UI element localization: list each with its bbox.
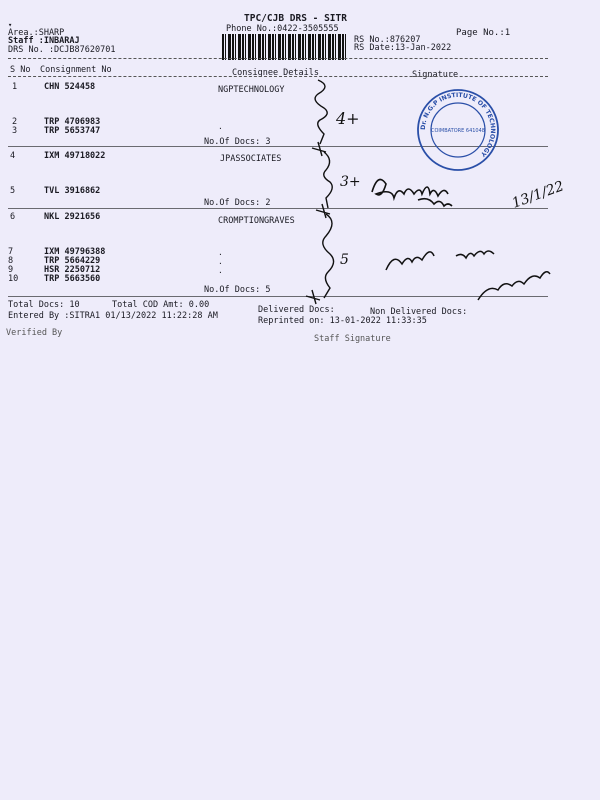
page-number: Page No.:1 — [456, 28, 511, 38]
report-title: TPC/CJB DRS - SITR — [244, 13, 347, 24]
row-sno: 6 — [10, 212, 16, 222]
tick-mark — [306, 290, 320, 304]
stamp-ring-text: Dr. N.G.P INSTITUTE OF TECHNOLOGY — [419, 91, 497, 158]
staff-signature: Staff Signature — [314, 334, 391, 344]
row-consignment: IXM 49796388 — [44, 247, 106, 257]
stamp-center-text: COIMBATORE 641048 — [431, 128, 485, 134]
docs-count: No.Of Docs: 5 — [204, 285, 271, 295]
phone-number: Phone No.:0422-3505555 — [226, 24, 339, 34]
brace-mark — [323, 214, 334, 298]
row-consignment: IXM 49718022 — [44, 151, 106, 161]
staff-label: Staff :INBARAJ — [8, 36, 80, 46]
row-sno: 10 — [8, 274, 19, 284]
total-docs: Total Docs: 10 — [8, 300, 80, 310]
col-consignee: Consignee Details — [232, 68, 319, 78]
dot-marker: . — [218, 248, 223, 257]
docs-count: No.Of Docs: 2 — [204, 198, 271, 208]
tick-mark — [312, 142, 326, 156]
tally-mark: 3+ — [340, 174, 361, 190]
delivered-docs: Delivered Docs: — [258, 305, 335, 315]
corner-mark: ▾ — [8, 21, 13, 29]
rs-number: RS No.:876207 — [354, 35, 421, 45]
row-consignment: TRP 4706983 — [44, 117, 101, 127]
tally-mark: 5 — [340, 252, 349, 268]
row-consignment: TVL 3916862 — [44, 186, 101, 196]
row-consignment: CHN 524458 — [44, 82, 96, 92]
dot-marker: . — [218, 257, 223, 266]
consignee-name: JPASSOCIATES — [220, 154, 282, 164]
area-label: Area.:SHARP — [8, 28, 65, 38]
row-sno: 9 — [8, 265, 14, 275]
row-consignment: TRP 5664229 — [44, 256, 101, 266]
row-sno: 7 — [8, 247, 14, 257]
row-consignment: TRP 5663560 — [44, 274, 101, 284]
col-sno: S No — [10, 65, 31, 75]
row-sno: 1 — [12, 82, 18, 92]
consignee-name: CROMPTIONGRAVES — [218, 216, 295, 226]
col-consignment: Consignment No — [40, 65, 112, 75]
entered-by: Entered By :SITRA1 01/13/2022 11:22:28 AM — [8, 311, 218, 321]
rs-date: RS Date:13-Jan-2022 — [354, 43, 452, 53]
row-consignment: HSR 2250712 — [44, 265, 101, 275]
signature-scrawl — [372, 180, 452, 207]
row-consignment: NKL 2921656 — [44, 212, 101, 222]
reprinted-on: Reprinted on: 13-01-2022 11:33:35 — [258, 316, 427, 326]
total-cod: Total COD Amt: 0.00 — [112, 300, 210, 310]
brace-mark — [315, 80, 327, 144]
tally-mark: 4+ — [336, 109, 360, 128]
dot-marker: . — [218, 122, 223, 131]
non-delivered-docs: Non Delivered Docs: — [370, 307, 468, 317]
col-signature: Signature — [412, 70, 459, 80]
row-sno: 8 — [8, 256, 14, 266]
institute-stamp — [418, 90, 498, 170]
brace-mark — [324, 152, 333, 208]
docs-count: No.Of Docs: 3 — [204, 137, 271, 147]
row-sno: 4 — [10, 151, 16, 161]
drs-number: DRS No. :DCJB87620701 — [8, 45, 116, 55]
consignee-name: NGPTECHNOLOGY — [218, 85, 285, 95]
row-consignment: TRP 5653747 — [44, 126, 101, 136]
signature-date: 13/1/22 — [509, 178, 567, 212]
dot-marker: . — [218, 266, 223, 275]
verified-by: Verified By — [6, 328, 63, 338]
row-sno: 2 — [12, 117, 18, 127]
row-sno: 5 — [10, 186, 16, 196]
signature-scrawl — [386, 251, 550, 300]
row-sno: 3 — [12, 126, 18, 136]
